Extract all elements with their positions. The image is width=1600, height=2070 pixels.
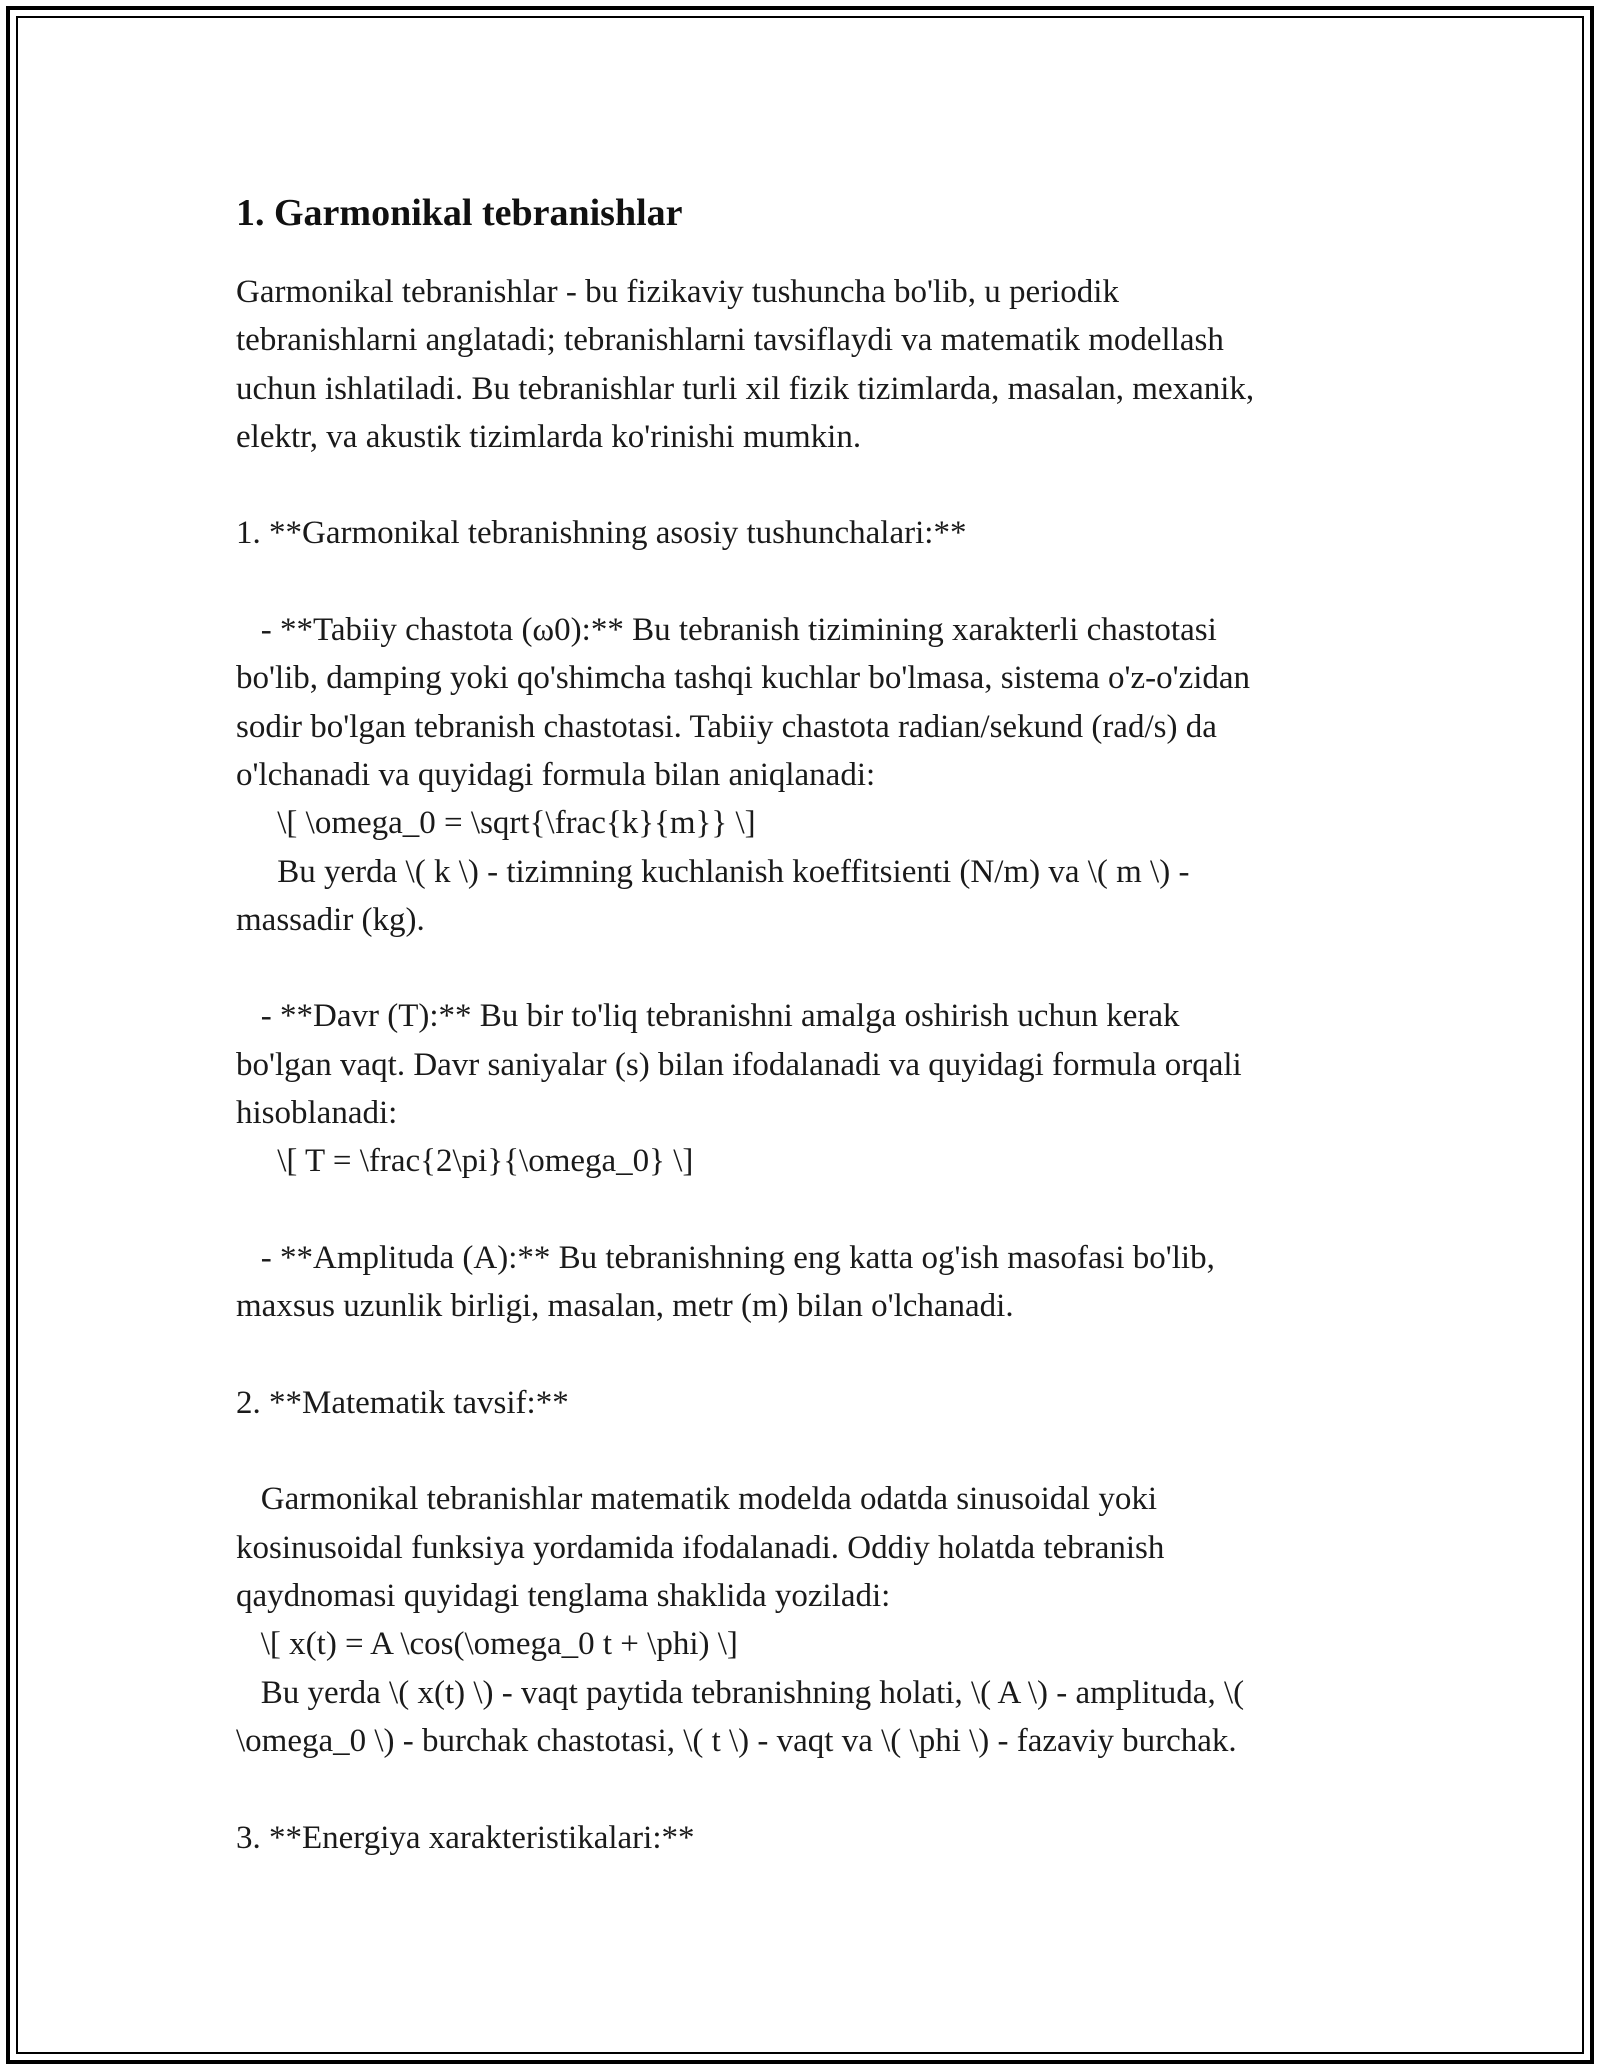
text-line: - **Tabiiy chastota (ω0):** Bu tebranish tizimining xarakterli chastotasi xyxy=(236,612,1217,649)
text-line: sodir bo'lgan tebranish chastotasi. Tabiiy chastota radian/sekund (rad/s) da xyxy=(236,708,1217,745)
text-line: Garmonikal tebranishlar - bu fizikaviy tushuncha bo'lib, u periodik xyxy=(236,274,1119,310)
blank-line xyxy=(236,1186,1396,1234)
text-line: Bu yerda \( x(t) \) - vaqt paytida tebranishning holati, \( A \) - amplituda, \( xyxy=(236,1674,1245,1711)
text-line: tebranishlarni anglatadi; tebranishlarni tavsiflaydi va matematik modellash xyxy=(236,322,1224,359)
text-line: kosinusoidal funksiya yordamida ifodalanadi. Oddiy holatda tebranish xyxy=(236,1529,1165,1566)
document-title: 1. Garmonikal tebranishlar xyxy=(236,192,683,234)
formula-line: \[ \omega_0 = \sqrt{\frac{k}{m}} \] xyxy=(236,805,756,842)
text-line: o'lchanadi va quyidagi formula bilan aniqlanadi: xyxy=(236,756,876,793)
text-line: \omega_0 \) - burchak chastotasi, \( t \) - vaqt va \( \phi \) - fazaviy burchak. xyxy=(236,1722,1237,1759)
formula-line: \[ T = \frac{2\pi}{\omega_0} \] xyxy=(236,1143,694,1180)
text-line: - **Davr (T):** Bu bir to'liq tebranishni amalga oshirish uchun kerak xyxy=(236,998,1180,1035)
text-line: elektr, va akustik tizimlarda ko'rinishi mumkin. xyxy=(236,418,862,455)
blank-line xyxy=(236,1331,1396,1379)
text-line: qaydnomasi quyidagi tenglama shaklida yoziladi: xyxy=(236,1578,891,1615)
text-line: uchun ishlatiladi. Bu tebranishlar turli xil fizik tizimlarda, masalan, mexanik, xyxy=(236,370,1255,407)
text-line: bo'lib, damping yoki qo'shimcha tashqi kuchlar bo'lmasa, sistema o'z-o'zidan xyxy=(236,660,1251,697)
text-line: massadir (kg). xyxy=(236,901,425,938)
text-line: - **Amplituda (A):** Bu tebranishning eng katta og'ish masofasi bo'lib, xyxy=(236,1239,1215,1276)
text-line: Garmonikal tebranishlar matematik modelda odatda sinusoidal yoki xyxy=(236,1481,1158,1518)
text-line: bo'lgan vaqt. Davr saniyalar (s) bilan ifodalanadi va quyidagi formula orqali xyxy=(236,1046,1242,1083)
blank-line xyxy=(236,1765,1396,1813)
text-line: Bu yerda \( k \) - tizimning kuchlanish koeffitsienti (N/m) va \( m \) - xyxy=(236,853,1190,890)
document-page xyxy=(236,186,1396,1862)
blank-line xyxy=(236,558,1396,606)
blank-line xyxy=(236,461,1396,509)
formula-line: \[ x(t) = A \cos(\omega_0 t + \phi) \] xyxy=(236,1626,738,1663)
section-heading: 1. **Garmonikal tebranishning asosiy tushunchalari:** xyxy=(236,515,967,552)
blank-line xyxy=(236,1427,1396,1475)
text-line: maxsus uzunlik birligi, masalan, metr (m) bilan o'lchanadi. xyxy=(236,1288,1014,1325)
section-heading: 2. **Matematik tavsif:** xyxy=(236,1384,569,1421)
blank-line xyxy=(236,944,1396,992)
text-line: hisoblanadi: xyxy=(236,1095,398,1132)
section-heading: 3. **Energiya xarakteristikalari:** xyxy=(236,1819,695,1856)
